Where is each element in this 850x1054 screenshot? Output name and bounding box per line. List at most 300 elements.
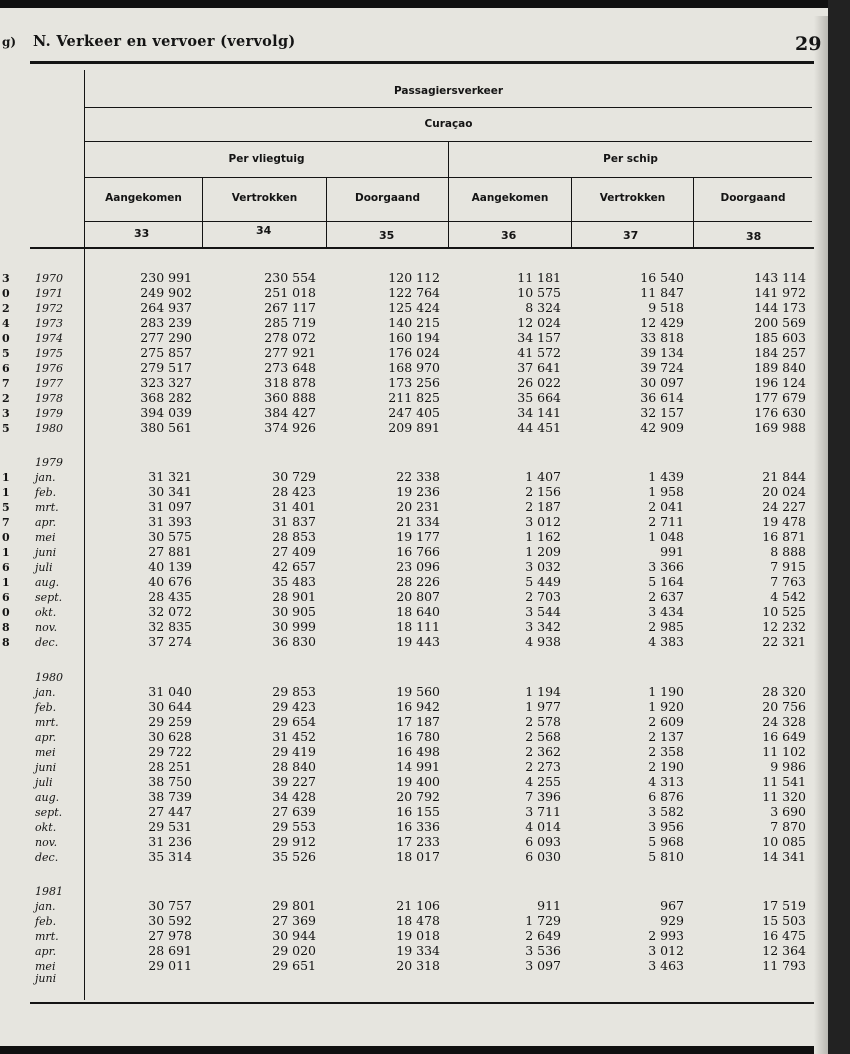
table-cell: 3 032	[525, 559, 561, 574]
table-cell: 37 274	[148, 634, 192, 649]
table-cell: 4 542	[770, 589, 806, 604]
col-num-37: 37	[623, 229, 639, 242]
table-cell: 2 609	[648, 714, 684, 729]
table-cell: 16 780	[396, 729, 440, 744]
table-cell: 9 518	[648, 300, 684, 315]
table-cell: 36 614	[640, 390, 684, 405]
table-cell: 3 711	[525, 804, 561, 819]
table-cell: 44 451	[517, 420, 561, 435]
table-cell: 173 256	[388, 375, 440, 390]
table-cell: 169 988	[754, 420, 806, 435]
table-cell: 30 905	[272, 604, 316, 619]
table-cell: 20 024	[762, 484, 806, 499]
table-cell: 41 572	[517, 345, 561, 360]
table-cell: 209 891	[388, 420, 440, 435]
row-label: mei	[35, 746, 56, 759]
table-cell: 160 194	[388, 330, 440, 345]
left-crop-digit: 7	[2, 377, 10, 390]
table-cell: 230 554	[264, 270, 316, 285]
table-cell: 7 763	[770, 574, 806, 589]
table-cell: 6 093	[525, 834, 561, 849]
col-num-38: 38	[746, 230, 762, 243]
left-crop-digit: 2	[2, 392, 10, 405]
col-num-33: 33	[134, 227, 150, 240]
left-crop-digit: 0	[2, 531, 10, 544]
table-cell: 21 106	[396, 898, 440, 913]
row-label: jan.	[35, 900, 56, 913]
row-label: mrt.	[35, 501, 59, 514]
scanned-page	[0, 8, 828, 1046]
left-crop-digit: 3	[2, 272, 10, 285]
table-cell: 5 449	[525, 574, 561, 589]
table-cell: 3 690	[770, 804, 806, 819]
page-title: N. Verkeer en vervoer (vervolg)	[33, 33, 296, 50]
col-divider-5	[693, 178, 694, 247]
row-label: 1976	[35, 362, 63, 375]
left-crop-digit: 0	[2, 606, 10, 619]
table-cell: 196 124	[754, 375, 806, 390]
table-cell: 368 282	[140, 390, 192, 405]
table-cell: 31 040	[148, 684, 192, 699]
table-cell: 12 364	[762, 943, 806, 958]
table-cell: 11 793	[762, 958, 806, 973]
table-cell: 32 157	[640, 405, 684, 420]
row-label: sept.	[35, 591, 63, 604]
table-cell: 251 018	[264, 285, 316, 300]
table-cell: 2 190	[648, 759, 684, 774]
row-label: 1975	[35, 347, 63, 360]
row-label: aug.	[35, 791, 60, 804]
table-cell: 2 362	[525, 744, 561, 759]
row-label: juli	[35, 776, 53, 789]
table-cell: 911	[537, 898, 561, 913]
row-label: dec.	[35, 851, 59, 864]
table-cell: 42 657	[272, 559, 316, 574]
row-label: nov.	[35, 621, 58, 634]
table-cell: 29 011	[148, 958, 192, 973]
table-cell: 967	[660, 898, 684, 913]
left-crop-digit: 0	[2, 287, 10, 300]
row-label: feb.	[35, 915, 57, 928]
rule-under-colheads	[85, 221, 812, 222]
table-cell: 31 401	[272, 499, 316, 514]
left-crop-digit: 8	[2, 621, 10, 634]
table-cell: 3 366	[648, 559, 684, 574]
table-cell: 380 561	[140, 420, 192, 435]
table-cell: 374 926	[264, 420, 316, 435]
row-label: 1978	[35, 392, 63, 405]
table-cell: 184 257	[754, 345, 806, 360]
table-cell: 14 341	[762, 849, 806, 864]
table-cell: 19 560	[396, 684, 440, 699]
row-label: jan.	[35, 686, 56, 699]
row-label: sept.	[35, 806, 63, 819]
table-cell: 12 024	[517, 315, 561, 330]
left-crop-digit: 7	[2, 516, 10, 529]
table-cell: 36 830	[272, 634, 316, 649]
left-crop-digit: 4	[2, 317, 10, 330]
rule-under-group	[85, 107, 812, 108]
table-cell: 1 190	[648, 684, 684, 699]
left-crop-digit: 8	[2, 636, 10, 649]
table-cell: 16 155	[396, 804, 440, 819]
table-cell: 16 498	[396, 744, 440, 759]
table-cell: 141 972	[754, 285, 806, 300]
table-cell: 1 407	[525, 469, 561, 484]
table-cell: 5 968	[648, 834, 684, 849]
table-cell: 1 439	[648, 469, 684, 484]
row-label: 1980	[35, 422, 63, 435]
table-cell: 31 452	[272, 729, 316, 744]
row-label: 1979	[35, 456, 63, 469]
table-cell: 22 338	[396, 469, 440, 484]
table-cell: 11 541	[762, 774, 806, 789]
table-cell: 185 603	[754, 330, 806, 345]
table-cell: 16 475	[762, 928, 806, 943]
table-cell: 29 853	[272, 684, 316, 699]
table-cell: 21 334	[396, 514, 440, 529]
row-label: 1971	[35, 287, 63, 300]
col-num-35: 35	[379, 229, 395, 242]
col-num-34: 34	[256, 224, 272, 237]
table-cell: 39 227	[272, 774, 316, 789]
row-label: juni	[35, 761, 57, 774]
table-cell: 19 177	[396, 529, 440, 544]
table-cell: 144 173	[754, 300, 806, 315]
left-crop-digit: 5	[2, 347, 10, 360]
table-cell: 3 463	[648, 958, 684, 973]
left-crop-digit: 5	[2, 422, 10, 435]
table-cell: 30 644	[148, 699, 192, 714]
table-cell: 1 920	[648, 699, 684, 714]
table-cell: 6 030	[525, 849, 561, 864]
row-label: jan.	[35, 471, 56, 484]
table-cell: 2 985	[648, 619, 684, 634]
table-cell: 4 383	[648, 634, 684, 649]
table-cell: 28 423	[272, 484, 316, 499]
table-cell: 1 958	[648, 484, 684, 499]
table-cell: 29 654	[272, 714, 316, 729]
table-cell: 4 938	[525, 634, 561, 649]
page-number: 29	[795, 33, 822, 55]
row-label: dec.	[35, 636, 59, 649]
table-cell: 2 578	[525, 714, 561, 729]
table-cell: 31 393	[148, 514, 192, 529]
table-cell: 2 649	[525, 928, 561, 943]
table-cell: 16 540	[640, 270, 684, 285]
table-cell: 12 429	[640, 315, 684, 330]
table-cell: 394 039	[140, 405, 192, 420]
table-cell: 929	[660, 913, 684, 928]
table-cell: 26 022	[517, 375, 561, 390]
table-cell: 30 592	[148, 913, 192, 928]
table-cell: 30 628	[148, 729, 192, 744]
table-cell: 11 320	[762, 789, 806, 804]
table-cell: 38 739	[148, 789, 192, 804]
table-cell: 30 575	[148, 529, 192, 544]
row-label: juni	[35, 972, 57, 985]
row-label: feb.	[35, 701, 57, 714]
table-cell: 230 991	[140, 270, 192, 285]
table-cell: 5 810	[648, 849, 684, 864]
row-label: 1979	[35, 407, 63, 420]
table-cell: 323 327	[140, 375, 192, 390]
row-label: 1977	[35, 377, 63, 390]
table-cell: 33 818	[640, 330, 684, 345]
row-label: feb.	[35, 486, 57, 499]
table-cell: 3 582	[648, 804, 684, 819]
table-cell: 35 314	[148, 849, 192, 864]
table-cell: 27 978	[148, 928, 192, 943]
table-cell: 10 575	[517, 285, 561, 300]
table-cell: 140 215	[388, 315, 440, 330]
table-cell: 30 729	[272, 469, 316, 484]
page-edge-shadow	[814, 16, 828, 1054]
bottom-rule	[30, 1002, 814, 1004]
table-cell: 3 956	[648, 819, 684, 834]
row-label: okt.	[35, 821, 57, 834]
table-cell: 1 209	[525, 544, 561, 559]
table-cell: 176 024	[388, 345, 440, 360]
table-cell: 32 835	[148, 619, 192, 634]
left-crop-digit: 5	[2, 501, 10, 514]
table-cell: 29 259	[148, 714, 192, 729]
left-crop-text: g)	[2, 35, 17, 49]
table-cell: 384 427	[264, 405, 316, 420]
table-cell: 27 881	[148, 544, 192, 559]
table-cell: 16 649	[762, 729, 806, 744]
table-cell: 2 187	[525, 499, 561, 514]
col-num-36: 36	[501, 229, 517, 242]
table-cell: 30 999	[272, 619, 316, 634]
table-cell: 2 637	[648, 589, 684, 604]
table-cell: 28 901	[272, 589, 316, 604]
col-label-38: Doorgaand	[720, 192, 786, 204]
table-cell: 285 719	[264, 315, 316, 330]
table-cell: 14 991	[396, 759, 440, 774]
table-cell: 18 017	[396, 849, 440, 864]
table-cell: 9 986	[770, 759, 806, 774]
row-label: juni	[35, 546, 57, 559]
table-cell: 1 729	[525, 913, 561, 928]
table-cell: 177 679	[754, 390, 806, 405]
table-cell: 2 041	[648, 499, 684, 514]
table-cell: 6 876	[648, 789, 684, 804]
table-cell: 29 912	[272, 834, 316, 849]
row-label: 1980	[35, 671, 63, 684]
table-cell: 120 112	[388, 270, 440, 285]
table-cell: 1 977	[525, 699, 561, 714]
table-cell: 15 503	[762, 913, 806, 928]
table-cell: 3 012	[525, 514, 561, 529]
col-label-36: Aangekomen	[471, 192, 549, 204]
left-crop-digit: 3	[2, 407, 10, 420]
left-crop-digit: 1	[2, 486, 10, 499]
table-cell: 20 318	[396, 958, 440, 973]
header-bottom-rule	[30, 247, 814, 249]
table-cell: 19 334	[396, 943, 440, 958]
table-cell: 28 691	[148, 943, 192, 958]
table-cell: 283 239	[140, 315, 192, 330]
table-cell: 28 251	[148, 759, 192, 774]
table-cell: 19 400	[396, 774, 440, 789]
table-cell: 7 915	[770, 559, 806, 574]
table-cell: 35 526	[272, 849, 316, 864]
table-cell: 277 290	[140, 330, 192, 345]
row-label: aug.	[35, 576, 60, 589]
table-cell: 23 096	[396, 559, 440, 574]
row-label: 1970	[35, 272, 63, 285]
table-cell: 273 648	[264, 360, 316, 375]
row-label: 1974	[35, 332, 63, 345]
table-cell: 35 483	[272, 574, 316, 589]
table-cell: 3 097	[525, 958, 561, 973]
table-cell: 200 569	[754, 315, 806, 330]
table-cell: 22 321	[762, 634, 806, 649]
table-cell: 28 840	[272, 759, 316, 774]
table-cell: 4 255	[525, 774, 561, 789]
table-cell: 11 847	[640, 285, 684, 300]
table-cell: 29 651	[272, 958, 316, 973]
table-cell: 7 396	[525, 789, 561, 804]
table-cell: 28 435	[148, 589, 192, 604]
table-cell: 31 236	[148, 834, 192, 849]
table-cell: 122 764	[388, 285, 440, 300]
table-cell: 7 870	[770, 819, 806, 834]
table-cell: 21 844	[762, 469, 806, 484]
table-cell: 176 630	[754, 405, 806, 420]
table-cell: 28 853	[272, 529, 316, 544]
table-cell: 39 134	[640, 345, 684, 360]
table-cell: 34 428	[272, 789, 316, 804]
table-cell: 168 970	[388, 360, 440, 375]
mode-air: Per vliegtuig	[228, 153, 305, 165]
table-cell: 27 639	[272, 804, 316, 819]
row-label: 1973	[35, 317, 63, 330]
label-column-divider	[84, 70, 85, 1000]
table-cell: 275 857	[140, 345, 192, 360]
table-cell: 30 757	[148, 898, 192, 913]
table-cell: 3 536	[525, 943, 561, 958]
table-cell: 3 544	[525, 604, 561, 619]
table-cell: 29 419	[272, 744, 316, 759]
col-label-34: Vertrokken	[231, 192, 298, 204]
col-divider-4	[571, 178, 572, 247]
table-cell: 4 313	[648, 774, 684, 789]
table-cell: 30 341	[148, 484, 192, 499]
table-cell: 31 837	[272, 514, 316, 529]
left-crop-digit: 1	[2, 546, 10, 559]
table-cell: 37 641	[517, 360, 561, 375]
table-cell: 32 072	[148, 604, 192, 619]
table-cell: 2 137	[648, 729, 684, 744]
left-crop-digit: 6	[2, 561, 10, 574]
table-cell: 4 014	[525, 819, 561, 834]
table-cell: 10 525	[762, 604, 806, 619]
table-cell: 17 519	[762, 898, 806, 913]
row-label: 1981	[35, 885, 63, 898]
row-label: nov.	[35, 836, 58, 849]
table-cell: 3 434	[648, 604, 684, 619]
table-cell: 40 676	[148, 574, 192, 589]
row-label: juli	[35, 561, 53, 574]
table-cell: 20 807	[396, 589, 440, 604]
table-cell: 34 141	[517, 405, 561, 420]
table-cell: 2 703	[525, 589, 561, 604]
table-cell: 35 664	[517, 390, 561, 405]
left-crop-digit: 1	[2, 576, 10, 589]
left-crop-digit: 2	[2, 302, 10, 315]
col-divider-2	[326, 178, 327, 247]
table-cell: 30 097	[640, 375, 684, 390]
table-cell: 267 117	[264, 300, 316, 315]
table-cell: 143 114	[754, 270, 806, 285]
table-cell: 17 233	[396, 834, 440, 849]
table-cell: 264 937	[140, 300, 192, 315]
table-cell: 277 921	[264, 345, 316, 360]
table-cell: 1 162	[525, 529, 561, 544]
table-cell: 40 139	[148, 559, 192, 574]
col-divider-1	[202, 178, 203, 247]
table-cell: 20 792	[396, 789, 440, 804]
table-cell: 279 517	[140, 360, 192, 375]
table-cell: 8 888	[770, 544, 806, 559]
table-cell: 19 443	[396, 634, 440, 649]
table-cell: 2 993	[648, 928, 684, 943]
row-label: mei	[35, 960, 56, 973]
table-cell: 34 157	[517, 330, 561, 345]
table-cell: 31 097	[148, 499, 192, 514]
table-cell: 2 358	[648, 744, 684, 759]
table-cell: 28 320	[762, 684, 806, 699]
table-cell: 29 553	[272, 819, 316, 834]
table-cell: 28 226	[396, 574, 440, 589]
left-crop-digit: 6	[2, 591, 10, 604]
table-cell: 360 888	[264, 390, 316, 405]
table-cell: 991	[660, 544, 684, 559]
table-cell: 8 324	[525, 300, 561, 315]
row-label: mrt.	[35, 930, 59, 943]
table-cell: 29 531	[148, 819, 192, 834]
table-cell: 1 048	[648, 529, 684, 544]
table-cell: 2 273	[525, 759, 561, 774]
table-cell: 27 409	[272, 544, 316, 559]
table-cell: 16 766	[396, 544, 440, 559]
col-label-35: Doorgaand	[355, 192, 420, 204]
book-edge	[828, 0, 850, 1054]
table-cell: 18 111	[396, 619, 440, 634]
left-crop-digit: 6	[2, 362, 10, 375]
table-cell: 2 568	[525, 729, 561, 744]
table-cell: 18 640	[396, 604, 440, 619]
col-label-33: Aangekomen	[105, 192, 182, 204]
table-cell: 20 756	[762, 699, 806, 714]
table-cell: 29 020	[272, 943, 316, 958]
table-cell: 249 902	[140, 285, 192, 300]
row-label: 1972	[35, 302, 63, 315]
table-cell: 3 342	[525, 619, 561, 634]
table-cell: 11 181	[517, 270, 561, 285]
table-cell: 30 944	[272, 928, 316, 943]
table-cell: 318 878	[264, 375, 316, 390]
table-cell: 19 018	[396, 928, 440, 943]
table-cell: 39 724	[640, 360, 684, 375]
table-cell: 2 711	[648, 514, 684, 529]
table-cell: 17 187	[396, 714, 440, 729]
table-cell: 16 871	[762, 529, 806, 544]
table-cell: 2 156	[525, 484, 561, 499]
table-cell: 278 072	[264, 330, 316, 345]
